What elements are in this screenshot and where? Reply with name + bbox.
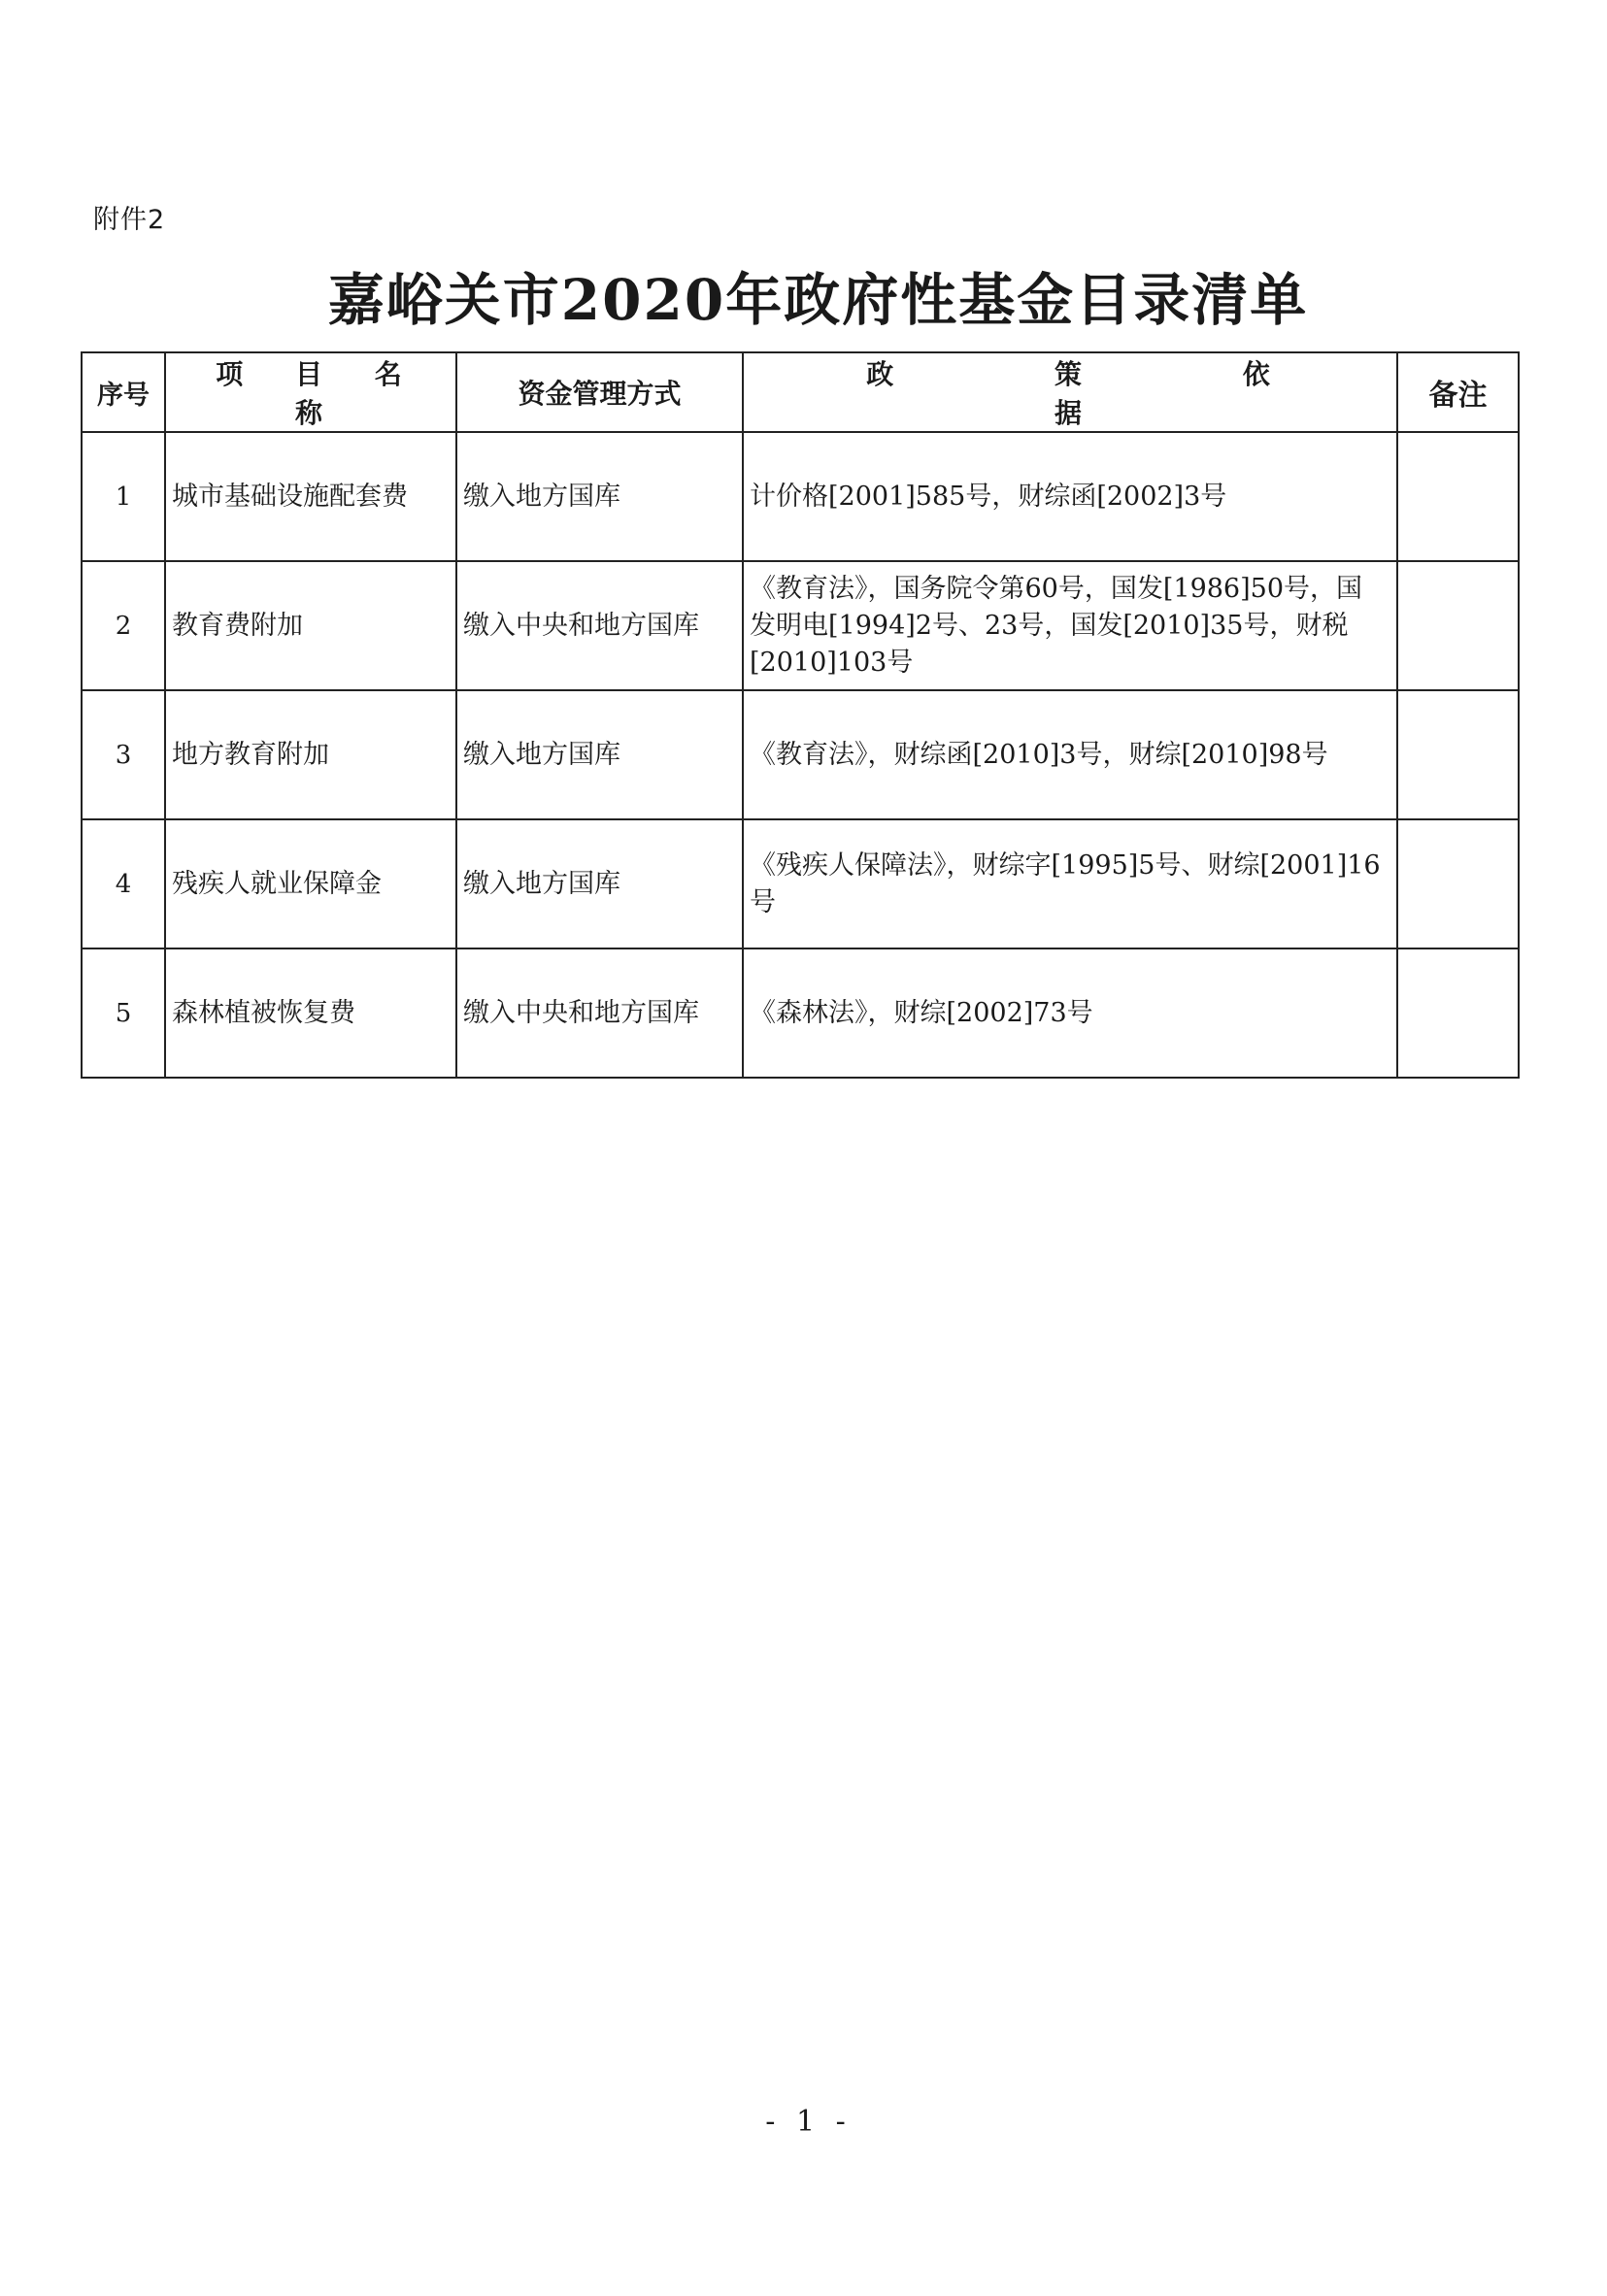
cell-serial-number: 5 xyxy=(82,948,165,1078)
cell-remarks xyxy=(1397,432,1519,561)
attachment-label: 附件2 xyxy=(93,205,166,235)
cell-item-name: 地方教育附加 xyxy=(165,690,456,819)
cell-item-name: 城市基础设施配套费 xyxy=(165,432,456,561)
cell-policy-basis: 计价格[2001]585号，财综函[2002]3号 xyxy=(743,432,1397,561)
cell-fund-management: 缴入中央和地方国库 xyxy=(456,948,743,1078)
cell-item-name: 教育费附加 xyxy=(165,561,456,690)
header-item-name: 项 目 名 称 xyxy=(165,352,456,432)
cell-item-name: 森林植被恢复费 xyxy=(165,948,456,1078)
cell-remarks xyxy=(1397,819,1519,948)
cell-fund-management: 缴入中央和地方国库 xyxy=(456,561,743,690)
cell-remarks xyxy=(1397,690,1519,819)
cell-remarks xyxy=(1397,948,1519,1078)
cell-remarks xyxy=(1397,561,1519,690)
cell-policy-basis: 《森林法》，财综[2002]73号 xyxy=(743,948,1397,1078)
table-header-row xyxy=(82,352,1519,432)
header-serial-number: 序号 xyxy=(82,352,165,432)
table-row xyxy=(82,819,1519,948)
cell-fund-management: 缴入地方国库 xyxy=(456,690,743,819)
header-policy-basis: 政 策 依 据 xyxy=(743,352,1397,432)
header-fund-management: 资金管理方式 xyxy=(456,352,743,432)
cell-fund-management: 缴入地方国库 xyxy=(456,819,743,948)
cell-serial-number: 1 xyxy=(82,432,165,561)
cell-item-name: 残疾人就业保障金 xyxy=(165,819,456,948)
document-title: 嘉峪关市2020年政府性基金目录清单 xyxy=(327,267,1309,333)
cell-serial-number: 2 xyxy=(82,561,165,690)
table-row xyxy=(82,948,1519,1078)
table-row xyxy=(82,561,1519,690)
cell-serial-number: 3 xyxy=(82,690,165,819)
header-remarks: 备注 xyxy=(1397,352,1519,432)
cell-policy-basis: 《残疾人保障法》，财综字[1995]5号、财综[2001]16号 xyxy=(743,819,1397,948)
cell-policy-basis: 《教育法》，国务院令第60号，国发[1986]50号，国发明电[1994]2号、23号，国发[2010]35号，财税[2010]103号 xyxy=(743,561,1397,690)
page-number: - 1 - xyxy=(765,2105,852,2139)
table-row xyxy=(82,432,1519,561)
fund-catalog-table xyxy=(81,351,1518,1079)
cell-policy-basis: 《教育法》，财综函[2010]3号，财综[2010]98号 xyxy=(743,690,1397,819)
cell-fund-management: 缴入地方国库 xyxy=(456,432,743,561)
cell-serial-number: 4 xyxy=(82,819,165,948)
table-row xyxy=(82,690,1519,819)
